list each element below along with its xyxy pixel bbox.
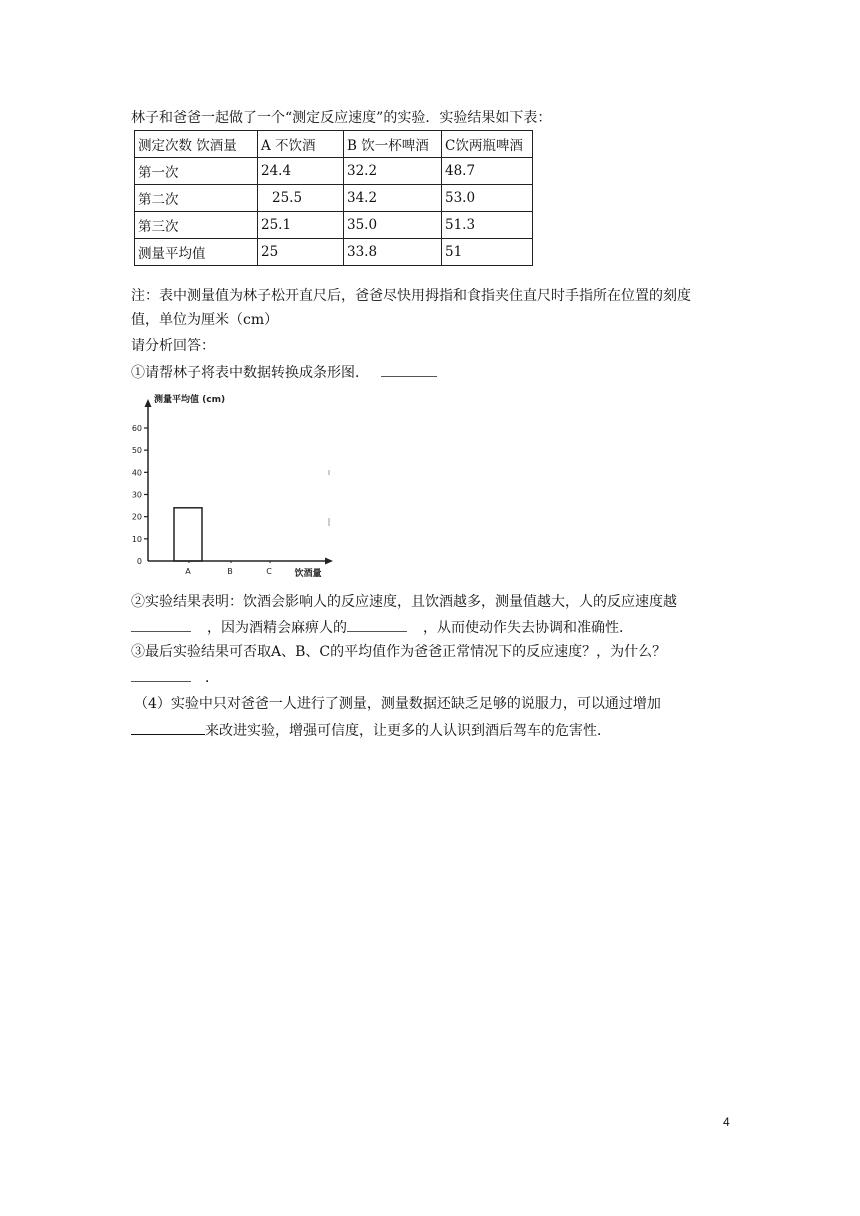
table-cell: 第三次 <box>135 212 258 239</box>
y-tick-label: 30 <box>131 490 142 500</box>
note-line-1: 注：表中测量值为林子松开直尺后，爸爸尽快用拇指和食指夹住直尺时手指所在位置的刻度 <box>131 288 691 304</box>
x-axis-arrow <box>325 558 333 565</box>
bar-chart <box>128 388 343 583</box>
question-3-end: ． <box>205 670 219 686</box>
x-tick-label: C <box>266 567 272 576</box>
note-line-2: 值，单位为厘米（cm） <box>131 312 279 328</box>
x-axis-label: 饮酒量 <box>294 569 322 579</box>
table-header-cell: C饮两瓶啤酒 <box>442 131 533 158</box>
question-1-text: ①请帮林子将表中数据转换成条形图． <box>131 365 369 381</box>
question-3-answer-line <box>131 667 219 688</box>
y-tick-label: 50 <box>131 446 142 456</box>
table-cell: 25.5 <box>258 185 344 212</box>
table-cell: 48.7 <box>442 158 533 185</box>
table-row <box>135 239 533 266</box>
answer-blank-3[interactable] <box>131 667 191 682</box>
x-tick-label: A <box>185 567 191 576</box>
table-row <box>135 212 533 239</box>
table-cell: 34.2 <box>344 185 442 212</box>
y-tick-label: 40 <box>131 468 142 478</box>
answer-blank-4[interactable] <box>131 720 205 735</box>
intro-text: 林子和爸爸一起做了一个“测定反应速度”的实验．实验结果如下表： <box>131 110 552 126</box>
table-header-cell: A 不饮酒 <box>258 131 344 158</box>
table-cell: 35.0 <box>344 212 442 239</box>
table-cell: 24.4 <box>258 158 344 185</box>
x-tick-label: B <box>227 567 233 576</box>
y-tick-label: 20 <box>131 512 142 522</box>
table-row <box>135 185 533 212</box>
table-cell: 51.3 <box>442 212 533 239</box>
table-cell: 33.8 <box>344 239 442 266</box>
page-number: 4 <box>723 1115 730 1129</box>
prompt-text: 请分析回答： <box>131 338 215 354</box>
question-4-text: 来改进实验，增强可信度，让更多的人认识到酒后驾车的危害性． <box>205 723 611 739</box>
question-2-line-2 <box>131 617 633 638</box>
y-axis-arrow <box>145 399 152 407</box>
y-tick-label: 60 <box>131 424 142 433</box>
question-2-part-a: ，因为酒精会麻痹人的 <box>207 620 347 636</box>
table-cell: 53.0 <box>442 185 533 212</box>
question-3: ③最后实验结果可否取A、B、C的平均值作为爸爸正常情况下的反应速度？，为什么？ <box>131 644 667 660</box>
table-cell: 51 <box>442 239 533 266</box>
table-cell: 第一次 <box>135 158 258 185</box>
y-axis-label: 测量平均值 (cm) <box>154 395 226 405</box>
table-header-row <box>135 131 533 158</box>
table-cell: 25 <box>258 239 344 266</box>
answer-blank-2a[interactable] <box>131 617 191 632</box>
table-cell: 25.1 <box>258 212 344 239</box>
answer-blank-1[interactable] <box>381 362 437 377</box>
table-header-cell: 测定次数 饮酒量 <box>135 131 258 158</box>
table-cell: 32.2 <box>344 158 442 185</box>
question-2-line-1: ②实验结果表明：饮酒会影响人的反应速度，且饮酒越多，测量值越大，人的反应速度越 <box>131 594 677 610</box>
answer-blank-2b[interactable] <box>347 617 407 632</box>
y-tick-label: 0 <box>136 557 142 566</box>
bar-A <box>174 508 202 561</box>
table-cell: 第二次 <box>135 185 258 212</box>
question-4-line-2 <box>131 720 611 741</box>
question-4-line-1: （4）实验中只对爸爸一人进行了测量，测量数据还缺乏足够的说服力，可以通过增加 <box>134 696 661 712</box>
results-table <box>134 130 533 266</box>
table-header-cell: B 饮一杯啤酒 <box>344 131 442 158</box>
question-2-part-b: ，从而使动作失去协调和准确性． <box>423 620 633 636</box>
table-row <box>135 158 533 185</box>
table-cell: 测量平均值 <box>135 239 258 266</box>
question-1 <box>131 362 437 383</box>
y-tick-label: 10 <box>131 534 142 544</box>
